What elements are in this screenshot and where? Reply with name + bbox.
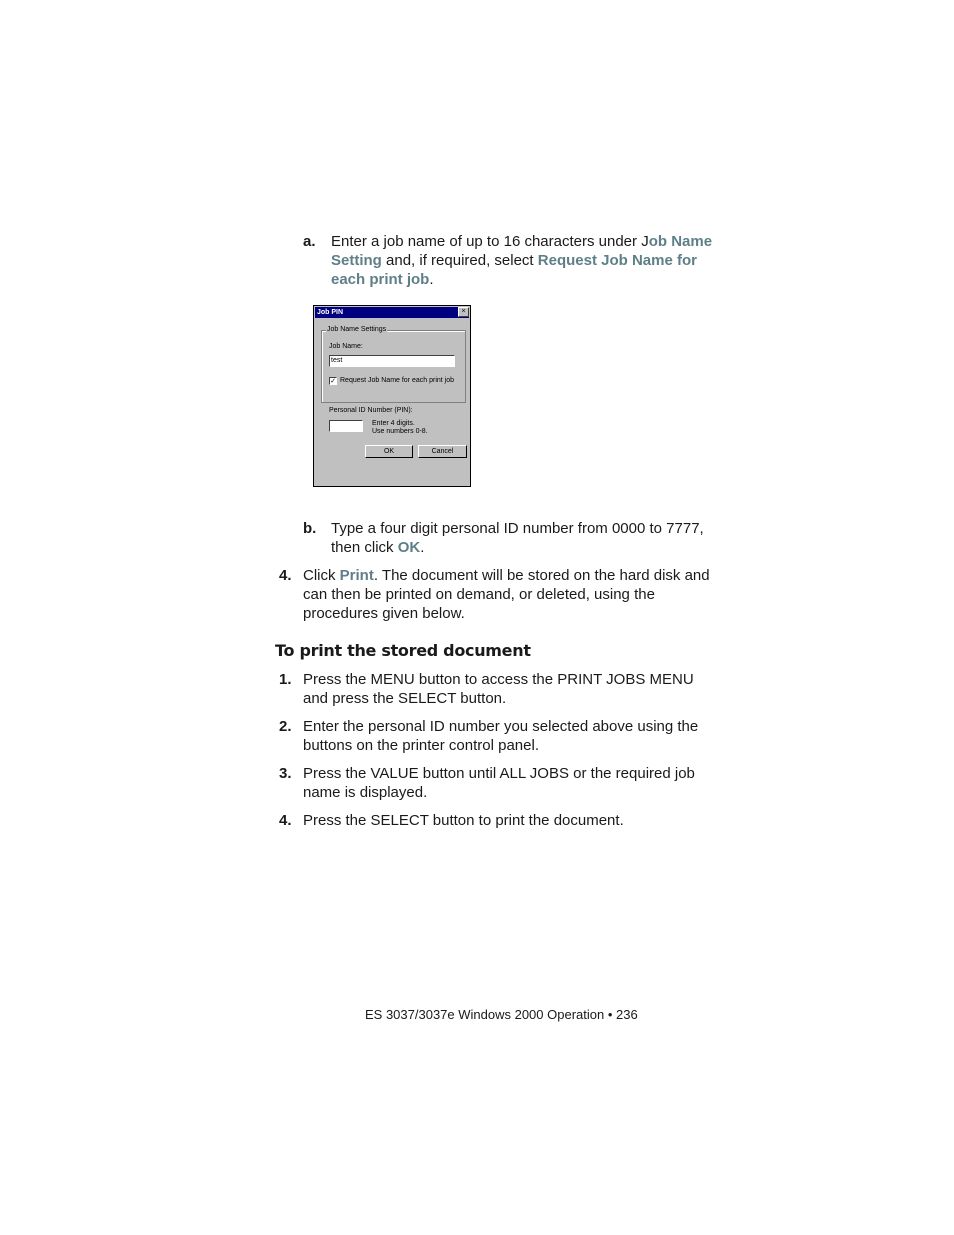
group-label: Job Name Settings (327, 326, 387, 333)
step-text: Press the MENU button to access the PRINT JOBS MENU (303, 671, 694, 688)
step-text: name is displayed. (303, 784, 428, 801)
step-b-label: b. (303, 520, 317, 537)
job-name-input[interactable]: test (329, 355, 455, 367)
pin-hint-2: Use numbers 0-8. (372, 428, 428, 435)
pin-input[interactable] (329, 420, 363, 432)
job-name-label: Job Name: (329, 343, 363, 350)
dialog-title: Job PIN (317, 309, 344, 316)
step-a-line-3: each print job. (331, 271, 434, 288)
section-heading: To print the stored document (275, 641, 531, 660)
step-4-line-2: can then be printed on demand, or deleted, using the (303, 586, 655, 603)
step-b-line-2: then click OK. (331, 539, 425, 556)
step-label: 2. (279, 718, 292, 735)
step-a-line-1: Enter a job name of up to 16 characters under Job Name (331, 233, 713, 250)
step-4-line-1: Click Print. The document will be stored on the hard disk and (303, 567, 710, 584)
page-footer: ES 3037/3037e Windows 2000 Operation • 236 (365, 1007, 638, 1022)
checkbox-label: Request Job Name for each print job (340, 377, 455, 384)
cancel-button[interactable]: Cancel (418, 445, 467, 458)
step-label: 4. (279, 812, 292, 829)
step-a-line-2: Setting and, if required, select Request Job Name for (331, 252, 697, 269)
dialog-titlebar (315, 307, 469, 318)
step-text: Press the SELECT button to print the document. (303, 812, 624, 829)
request-job-name-checkbox[interactable]: ✓ (330, 378, 336, 385)
step-text: Enter the personal ID number you selected above using the (303, 718, 699, 735)
step-text: Press the VALUE button until ALL JOBS or the required job (303, 765, 695, 782)
step-text: buttons on the printer control panel. (303, 737, 539, 754)
pin-hint-1: Enter 4 digits. (372, 420, 415, 427)
job-name-setting-ref: ob Name (648, 233, 713, 250)
request-job-name-ref: Request Job Name for (537, 252, 697, 269)
step-text: and press the SELECT button. (303, 690, 507, 707)
print-ref: Print (339, 567, 374, 584)
close-icon[interactable]: × (458, 307, 469, 317)
step-b-line-1: Type a four digit personal ID number from 0000 to 7777, (331, 520, 704, 537)
ok-ref: OK (397, 539, 421, 556)
ok-button[interactable]: OK (365, 445, 413, 458)
step-4-label: 4. (279, 567, 292, 584)
pin-label: Personal ID Number (PIN): (329, 407, 413, 414)
step-label: 3. (279, 765, 292, 782)
step-label: 1. (279, 671, 292, 688)
step-4-line-3: procedures given below. (303, 605, 465, 622)
job-pin-dialog (313, 305, 471, 487)
step-a-label: a. (303, 233, 316, 250)
